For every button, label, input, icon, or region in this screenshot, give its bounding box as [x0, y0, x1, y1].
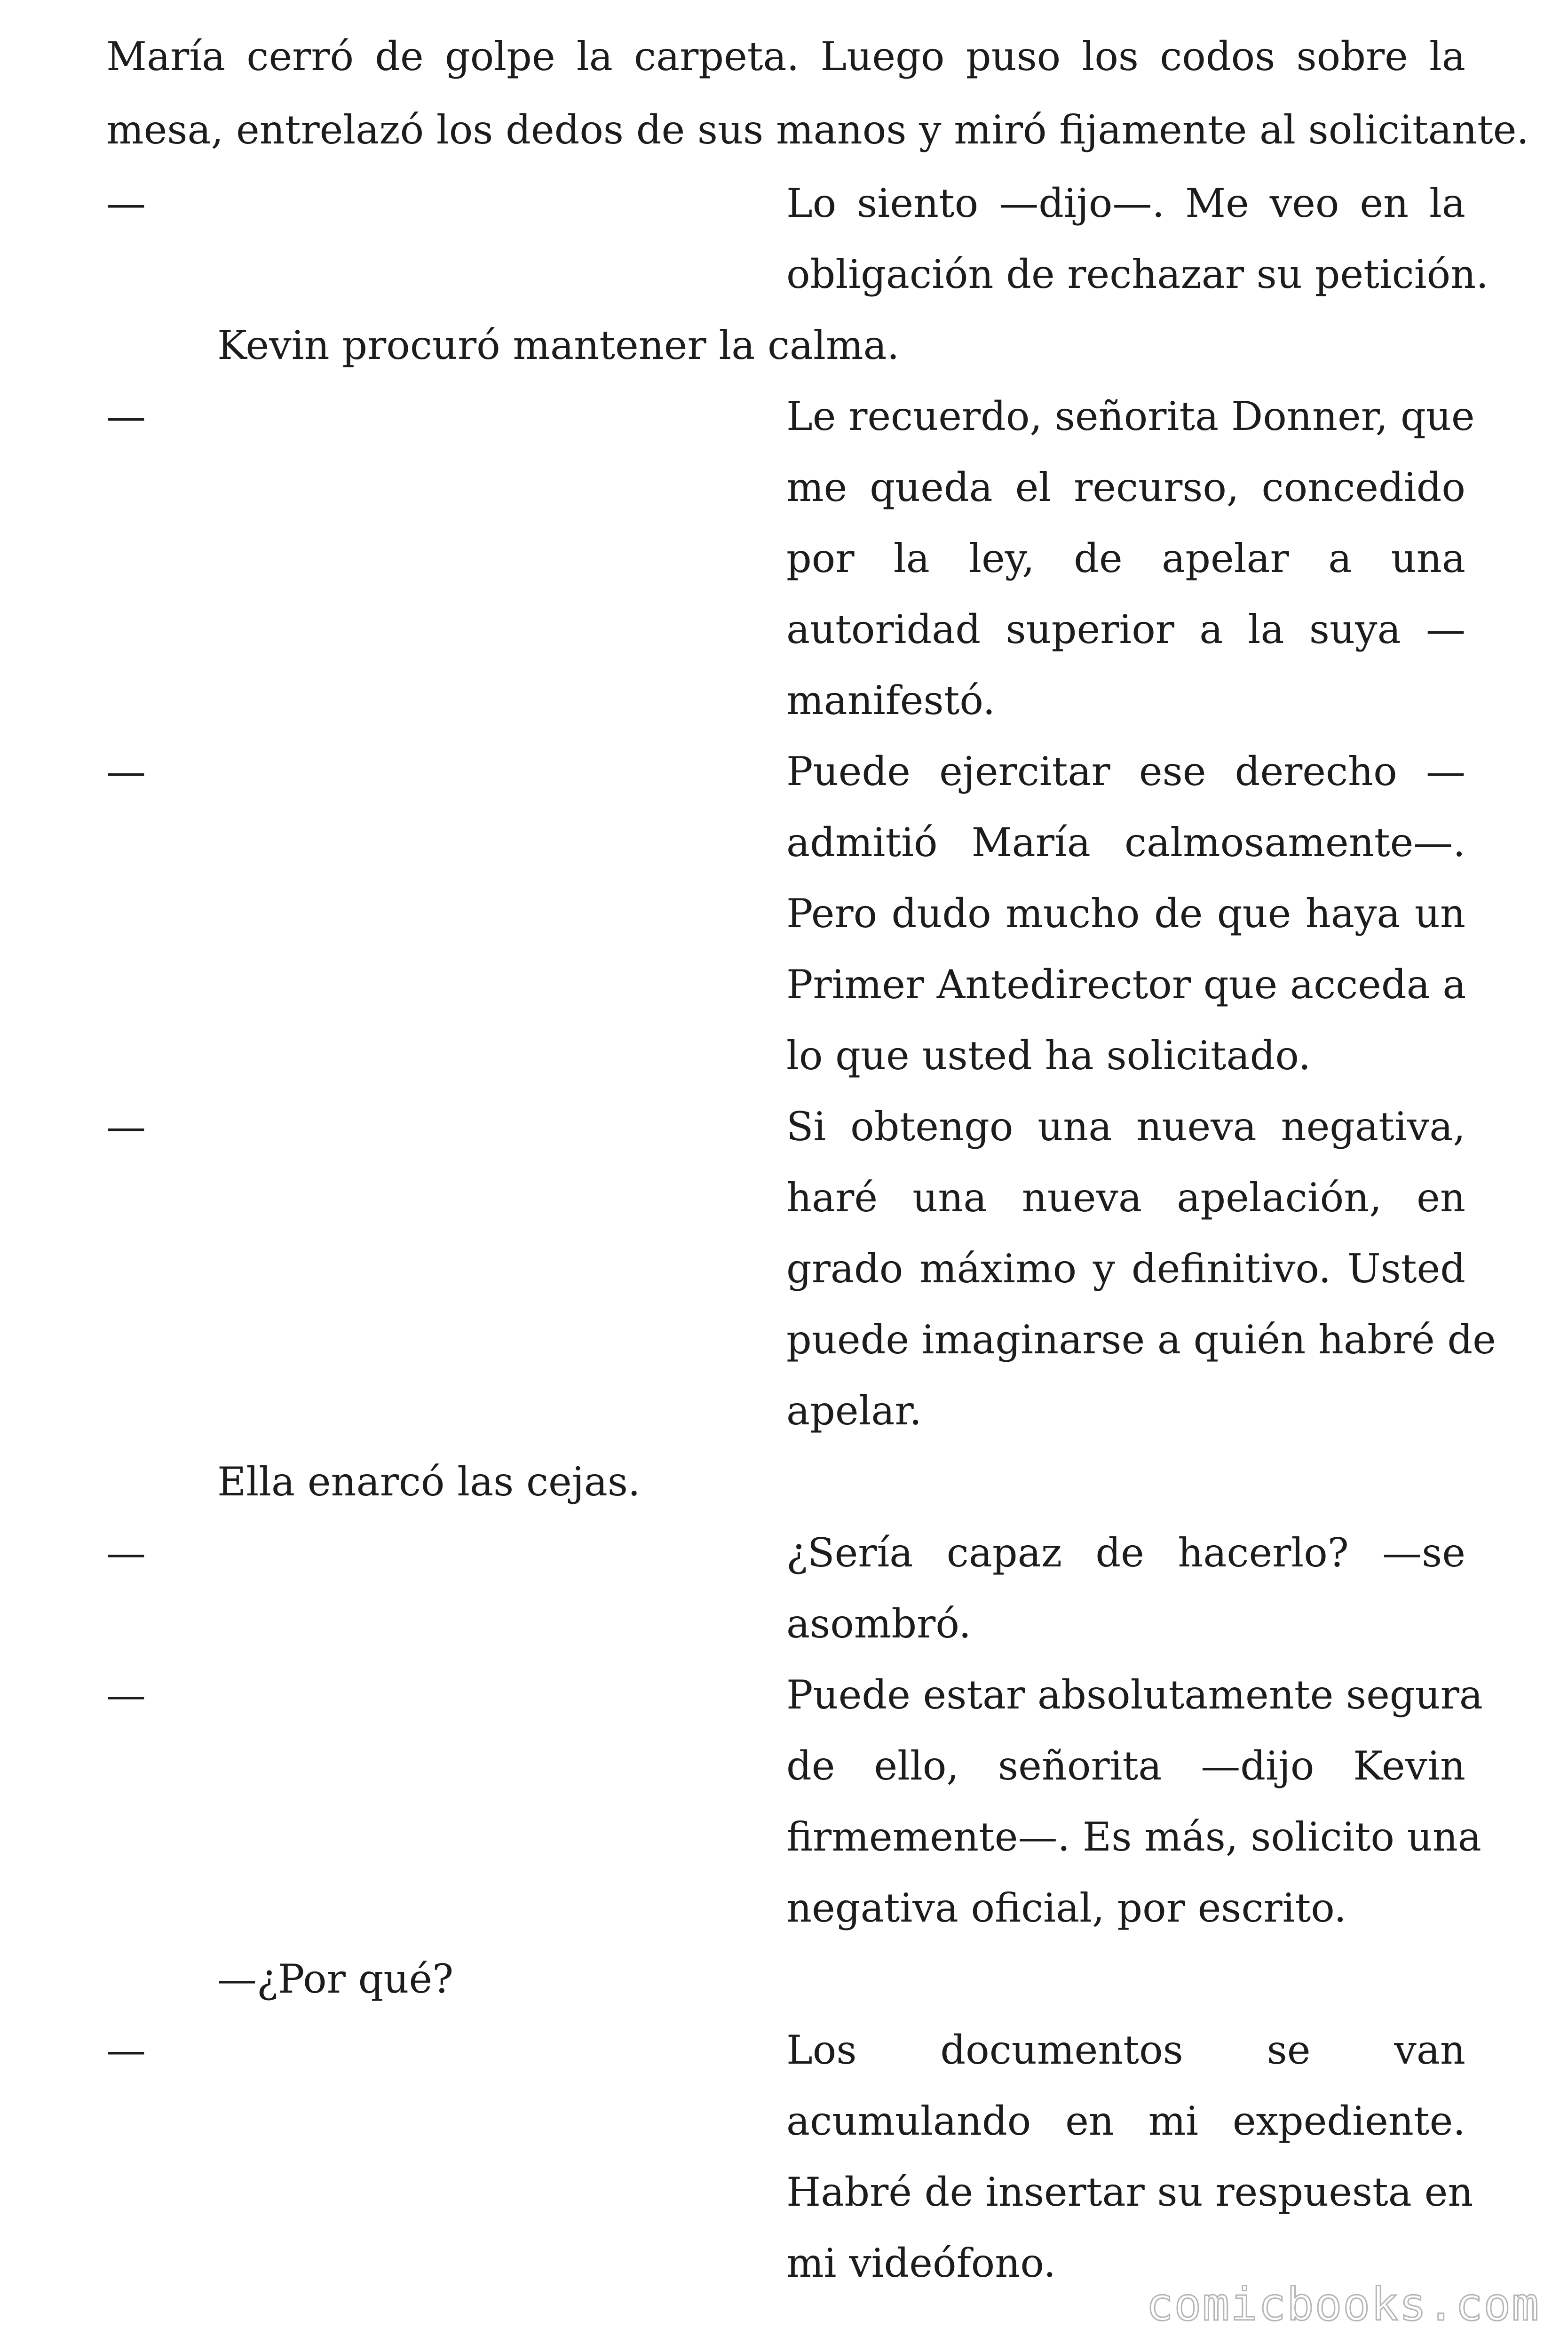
dialogue-line: lo que usted ha solicitado. [786, 1033, 1311, 1079]
dialogue-dash: — [106, 2027, 146, 2073]
narration-line: —¿Por qué? [217, 1956, 454, 2002]
dialogue-line: asombró. [786, 1601, 972, 1647]
dialogue-line: Pero dudo mucho de que haya un [786, 890, 1465, 937]
dialogue-line: obligación de rechazar su petición. [786, 251, 1489, 297]
dialogue-line: puede imaginarse a quién habré de [786, 1317, 1496, 1363]
dialogue-line: firmemente—. Es más, solicito una [786, 1814, 1481, 1860]
dialogue-line: acumulando en mi expediente. [786, 2098, 1465, 2144]
dialogue-line: haré una nueva apelación, en [786, 1175, 1465, 1221]
dialogue-dash: — [106, 393, 146, 439]
dialogue-line: grado máximo y definitivo. Usted [786, 1246, 1465, 1292]
dialogue-line: Primer Antedirector que acceda a [786, 961, 1466, 1008]
narration-line: María cerró de golpe la carpeta. Luego puso los codos sobre la [106, 33, 1465, 79]
dialogue-line: Habré de insertar su respuesta en [786, 2169, 1473, 2215]
dialogue-line: autoridad superior a la suya — [786, 606, 1465, 652]
dialogue-line: Puede ejercitar ese derecho — [786, 748, 1465, 795]
dialogue-line: me queda el recurso, concedido [786, 464, 1465, 510]
dialogue-line: Puede estar absolutamente segura [786, 1672, 1483, 1718]
dialogue-line: mi videófono. [786, 2240, 1056, 2286]
dialogue-dash: — [106, 748, 146, 795]
dialogue-dash: — [106, 180, 146, 226]
dialogue-line: manifestó. [786, 677, 996, 723]
narration-line: Kevin procuró mantener la calma. [217, 322, 900, 368]
dialogue-line: negativa oficial, por escrito. [786, 1885, 1347, 1931]
dialogue-dash: — [106, 1530, 146, 1576]
dialogue-line: admitió María calmosamente—. [786, 819, 1465, 866]
dialogue-dash: — [106, 1104, 146, 1150]
narration-line: mesa, entrelazó los dedos de sus manos y miró fijamente al solicitante. [106, 107, 1529, 153]
dialogue-line: por la ley, de apelar a una [786, 535, 1465, 581]
dialogue-line: Los documentos se van [786, 2027, 1465, 2073]
dialogue-line: ¿Sería capaz de hacerlo? —se [786, 1530, 1465, 1576]
dialogue-line: Si obtengo una nueva negativa, [786, 1104, 1465, 1150]
narration-line: Ella enarcó las cejas. [217, 1459, 641, 1505]
dialogue-line: apelar. [786, 1388, 922, 1434]
dialogue-dash: — [106, 1672, 146, 1718]
dialogue-line: Le recuerdo, señorita Donner, que [786, 393, 1475, 439]
dialogue-line: Lo siento —dijo—. Me veo en la [786, 180, 1465, 226]
dialogue-line: de ello, señorita —dijo Kevin [786, 1743, 1465, 1789]
watermark: comicbooks.com [1146, 2278, 1540, 2331]
